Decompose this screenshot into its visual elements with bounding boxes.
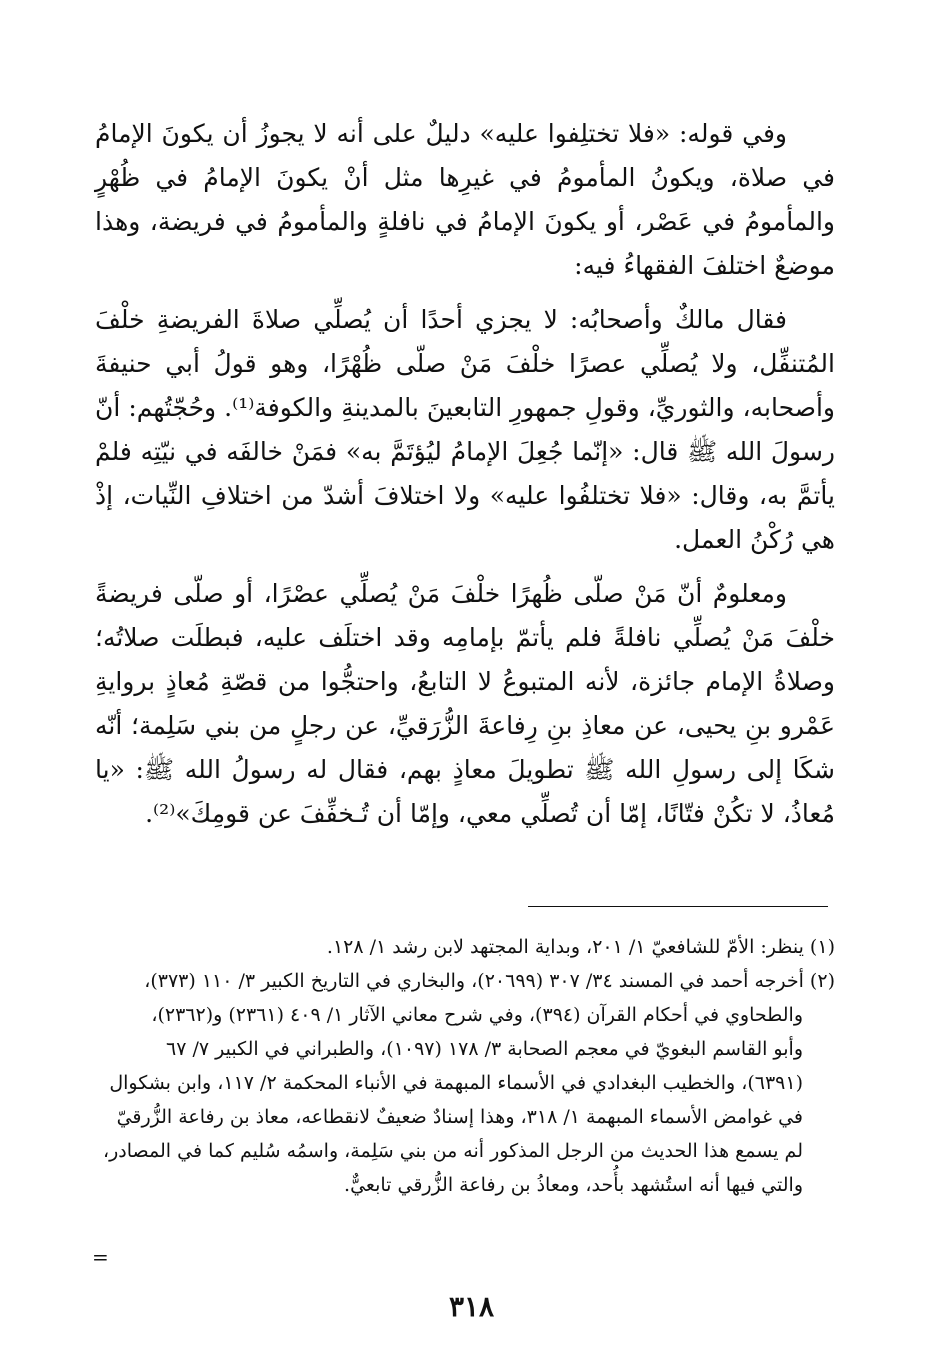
footnote-1 bbox=[95, 930, 835, 964]
footnote-line: (٢) أخرجه أحمد في المسند ٣٤/ ٣٠٧ (٢٠٦٩٩)، والبخاري في التاريخ الكبير ٣/ ١١٠ (٣٧٣)، bbox=[144, 970, 835, 992]
footnote-separator bbox=[528, 906, 828, 907]
page-number: ٣١٨ bbox=[448, 1290, 495, 1323]
footnotes bbox=[95, 930, 835, 1202]
paragraph: فقال مالكٌ وأصحابُه: لا يجزي أحدًا أن يُصلِّي صلاةَ الفريضةِ خلْفَ المُتنفِّل، ولا يُصلِّي عصرًا خلْفَ مَنْ صلّى ظُهْرًا، وهو قولُ أبي حنيفةَ وأصحابه، والثوريِّ، وقولِ جمهورِ التابعينَ بالمدينةِ والكوفة⁽¹⁾. وحُجّتُهم: أنّ رسولَ الله ﷺ قال: «إنّما جُعِلَ الإمامُ ليُؤتَمَّ به» فمَنْ خالفَه في نيّتِه فلمْ يأتمَّ به، وقال: «فلا تختلفُوا عليه» ولا اختلافَ أشدّ من اختلافِ النِّيات، إذْ هي رُكْنُ العمل. bbox=[95, 305, 835, 554]
footnote-line: في غوامض الأسماء المبهمة ١/ ٣١٨، وهذا إسنادٌ ضعيفٌ لانقطاعه، معاذ بن رفاعة الزُّرقيّ bbox=[116, 1106, 803, 1128]
paragraph: وفي قوله: «فلا تختلِفوا عليه» دليلٌ على أنه لا يجوزُ أن يكونَ الإمامُ في صلاة، ويكونُ المأمومُ في غيرِها مثل أنْ يكونَ الإمامُ في ظُهْرٍ والمأمومُ في عَصْر، أو يكونَ الإمامُ في نافلةٍ والمأمومُ في فريضة، وهذا موضعٌ اختلفَ الفقهاءُ فيه: bbox=[95, 119, 835, 280]
footnote-line: وأبو القاسم البغويّ في معجم الصحابة ٣/ ١٧٨ (١٠٩٧)، والطبراني في الكبير ٧/ ٦٧ bbox=[166, 1038, 803, 1060]
footnote-continuation-mark: = bbox=[92, 1245, 109, 1269]
footnote-line: والطحاوي في أحكام القرآن (٣٩٤)، وفي شرح معاني الآثار ١/ ٤٠٩ (٢٣٦١) و(٢٣٦٢)، bbox=[151, 1004, 803, 1026]
main-text bbox=[95, 112, 835, 846]
paragraph: ومعلومٌ أنّ مَنْ صلّى ظُهرًا خلْفَ مَنْ يُصلِّي عصْرًا، أو صلّى فريضةً خلْفَ مَنْ يُصلِّي نافلةً فلم يأتمّ بإمامِه وقد اختلَف عليه، فبطلَت صلاتُه؛ وصلاةُ الإمام جائزة، لأنه المتبوعُ لا التابعُ، واحتجُّوا من قصّةِ مُعاذٍ بروايةِ عَمْرو بنِ يحيى، عن معاذِ بنِ رِفاعةَ الزُّرَقيِّ، عن رجلٍ من بني سَلِمة؛ أنّه شكَا إلى رسولِ الله ﷺ تطويلَ معاذٍ بهم، فقال له رسولُ الله ﷺ: «يا مُعاذُ، لا تكُنْ فتّانًا، إمّا أن تُصلِّي معي، وإمّا أن تُـخفِّفَ عن قومِكَ»⁽²⁾. bbox=[95, 579, 835, 828]
footnote-line: والتي فيها أنه استُشهد بأُحد، ومعاذُ بن رفاعة الزُّرقي تابعيٌّ. bbox=[344, 1174, 803, 1196]
footnote-line: لم يسمع هذا الحديث من الرجل المذكور أنه من بني سَلِمة، واسمُه سُليم كما في المصادر، bbox=[103, 1140, 803, 1162]
footnote-2 bbox=[95, 964, 835, 1202]
footnote-line: (١) ينظر: الأمّ للشافعيّ ١/ ٢٠١، وبداية المجتهد لابن رشد ١/ ١٢٨. bbox=[326, 936, 835, 958]
footnote-line: (٦٣٩١)، والخطيب البغدادي في الأسماء المبهمة في الأنباء المحكمة ٢/ ١١٧، وابن بشكوال bbox=[109, 1072, 803, 1094]
